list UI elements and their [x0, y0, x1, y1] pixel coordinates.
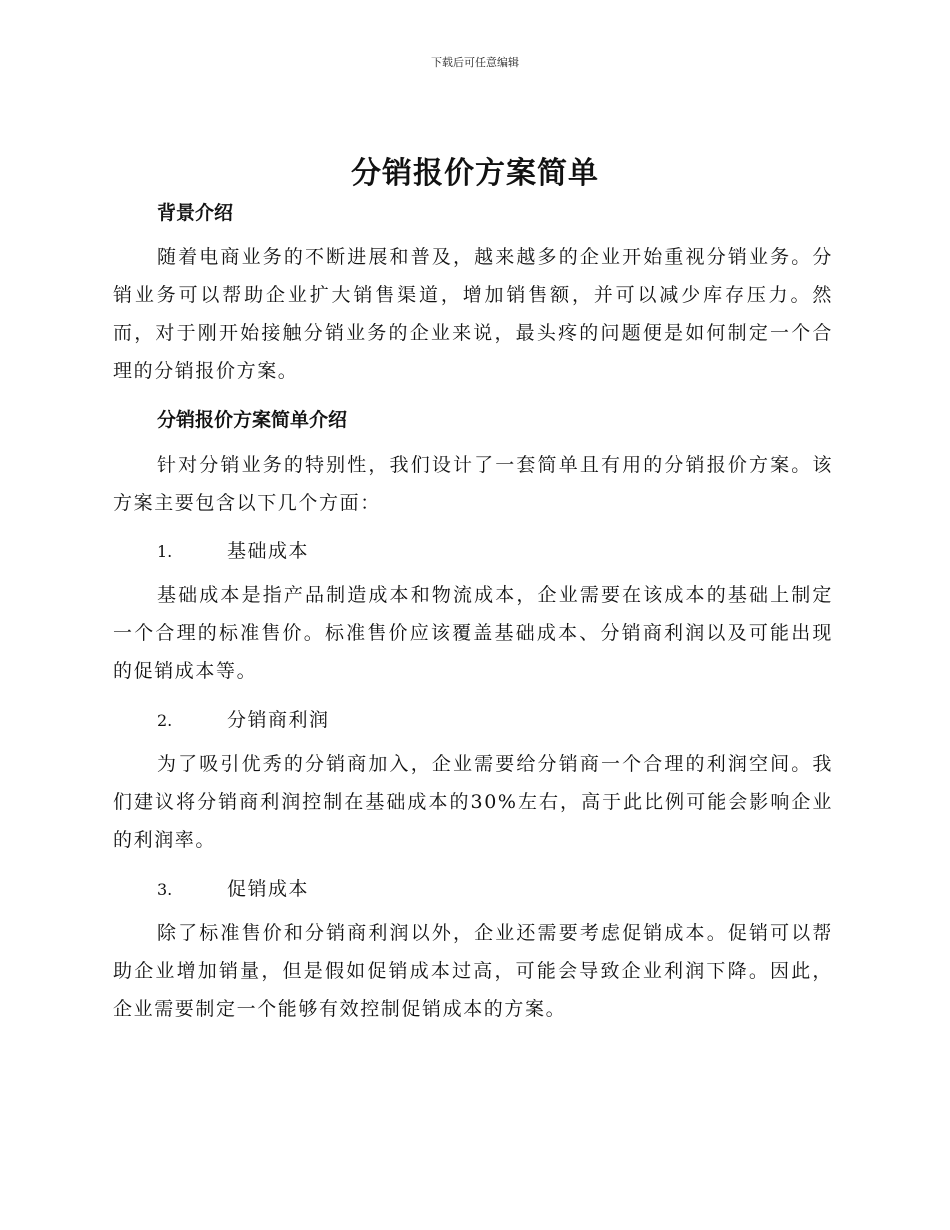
paragraph-item-3: 除了标准售价和分销商利润以外，企业还需要考虑促销成本。促销可以帮助企业增加销量，但是假如促销成本过高，可能会导致企业利润下降。因此，企业需要制定一个能够有效控制促销成本的方案。 [113, 922, 833, 1020]
list-item-label: 分销商利润 [227, 709, 330, 731]
paragraph-background: 随着电商业务的不断进展和普及，越来越多的企业开始重视分销业务。分销业务可以帮助企业扩大销售渠道，增加销售额，并可以减少库存压力。然而，对于刚开始接触分销业务的企业来说，最头疼的问题便是如何制定一个合理的分销报价方案。 [113, 246, 833, 382]
list-item-label: 基础成本 [227, 540, 310, 562]
paragraph-intro: 针对分销业务的特别性，我们设计了一套简单且有用的分销报价方案。该方案主要包含以下几个方面： [113, 454, 833, 514]
list-item-number: 3. [157, 880, 173, 899]
document-title: 分销报价方案简单 [351, 156, 599, 191]
section-heading-intro: 分销报价方案简单介绍 [157, 409, 348, 431]
list-item-2 [157, 705, 330, 732]
list-item-number: 1. [157, 542, 173, 561]
section-heading-background: 背景介绍 [157, 202, 234, 224]
list-item-1 [157, 536, 309, 563]
list-item-number: 2. [157, 711, 173, 730]
paragraph-item-1: 基础成本是指产品制造成本和物流成本，企业需要在该成本的基础上制定一个合理的标准售价。标准售价应该覆盖基础成本、分销商利润以及可能出现的促销成本等。 [113, 584, 833, 682]
page-header: 下载后可任意编辑 [431, 56, 519, 69]
list-item-label: 促销成本 [227, 878, 310, 900]
list-item-3 [157, 874, 309, 901]
paragraph-item-2: 为了吸引优秀的分销商加入，企业需要给分销商一个合理的利润空间。我们建议将分销商利润控制在基础成本的30%左右，高于此比例可能会影响企业的利润率。 [113, 753, 833, 851]
